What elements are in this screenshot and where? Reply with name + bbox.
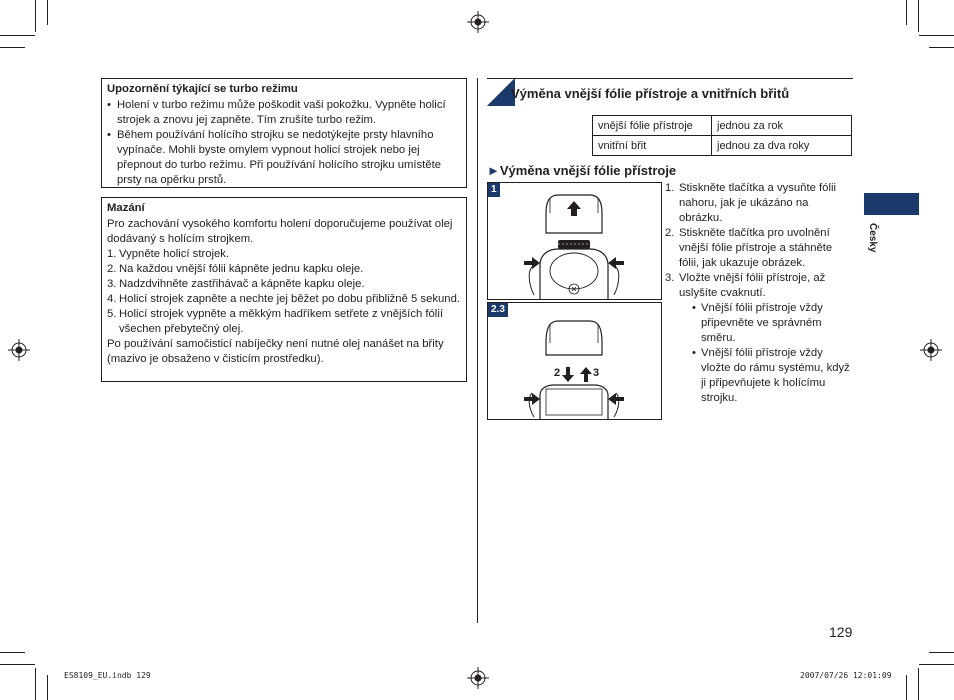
table-cell: vnější fólie přístroje xyxy=(593,116,712,136)
oil-outro: Po používání samočisticí nabíječky není nutné olej nanášet na břity (mazivo je obsaženo v čisticím prostředku). xyxy=(107,338,444,365)
registration-mark-icon xyxy=(8,339,30,361)
list-item xyxy=(107,292,461,307)
footer-timestamp: 2007/07/26 12:01:09 xyxy=(800,671,892,680)
list-item: • Vnější fólii přístroje vždy připevněte ve správném směru. xyxy=(679,301,853,346)
step-number: 3. xyxy=(665,272,675,284)
column-divider xyxy=(477,78,478,623)
step-number: 2. xyxy=(107,263,117,275)
step-number: 5. xyxy=(107,308,117,320)
section-title: Výměna vnější fólie přístroje a vnitřních břitů xyxy=(511,86,790,101)
page-number: 129 xyxy=(829,624,853,640)
step-callout: 3 xyxy=(593,367,600,379)
table-cell: jednou za dva roky xyxy=(712,136,852,156)
language-label-text: Česky xyxy=(867,223,878,253)
step-notes xyxy=(679,301,853,406)
figure-label: 2.3 xyxy=(488,303,508,317)
oil-title: Mazání xyxy=(107,202,145,214)
step-text: Holicí strojek zapněte a nechte jej běžet po dobu přibližně 5 sekund. xyxy=(119,293,461,305)
subsection-title-text: Výměna vnější fólie přístroje xyxy=(499,163,677,178)
subsection-title xyxy=(487,163,676,178)
turbo-warning-box xyxy=(101,78,467,188)
table-row xyxy=(593,116,852,136)
step-text: Na každou vnější fólii kápněte jednu kapku oleje. xyxy=(119,263,364,275)
step-text: Vložte vnější fólii přístroje, až uslyšíte cvaknutí. xyxy=(679,272,826,299)
step-number: 1. xyxy=(665,182,675,194)
oil-intro: Pro zachování vysokého komfortu holení doporučujeme používat olej dodávaný s holícím strojkem. xyxy=(107,218,453,245)
step-text: Holicí strojek vypněte a měkkým hadříkem setřete z vnějších fólií všechen přebytečný olej. xyxy=(119,308,443,335)
replacement-schedule-table xyxy=(592,115,852,156)
list-item: • Během používání holícího strojku se nedotýkejte prsty hlavního vypínače. Mohli byste omylem vypnout holicí strojek nebo jej přepnout do turbo režimu. Při používání holícího strojku umístěte prsty na opěrku prstů. xyxy=(107,128,461,188)
oil-steps xyxy=(107,247,461,337)
list-item xyxy=(665,181,853,226)
figure-label: 1 xyxy=(488,183,500,197)
step-number: 4. xyxy=(107,293,117,305)
step-number: 2. xyxy=(665,227,675,239)
table-row xyxy=(593,136,852,156)
oil-box xyxy=(101,197,467,382)
turbo-warning-list xyxy=(107,98,461,188)
step-text: Nadzdvihněte zastřihávač a kápněte kapku oleje. xyxy=(119,278,365,290)
step-text: Stiskněte tlačítka a vysuňte fólii nahoru, jak je ukázáno na obrázku. xyxy=(679,182,836,224)
list-item: • Holení v turbo režimu může poškodit vaši pokožku. Vypněte holicí strojek a znovu jej zapněte. Tím zrušíte turbo režim. xyxy=(107,98,461,128)
step-text: Stiskněte tlačítka pro uvolnění vnější fólie přístroje a stáhněte fólii, jak ukazuje obrázek. xyxy=(679,227,833,269)
turbo-warning-title: Upozornění týkající se turbo režimu xyxy=(107,83,298,95)
triangle-marker-icon: ► xyxy=(487,163,500,178)
registration-mark-icon xyxy=(467,667,489,689)
registration-mark-icon xyxy=(467,11,489,33)
registration-mark-icon xyxy=(920,339,942,361)
replacement-steps xyxy=(665,181,853,406)
step-number: 3. xyxy=(107,278,117,290)
list-item xyxy=(107,277,461,292)
table-cell: jednou za rok xyxy=(712,116,852,136)
language-tab xyxy=(864,193,919,215)
shaver-illustration xyxy=(488,303,661,419)
list-item xyxy=(107,262,461,277)
step-callout: 2 xyxy=(554,367,561,379)
list-item xyxy=(665,271,853,406)
list-item xyxy=(665,226,853,271)
step-text: Vypněte holicí strojek. xyxy=(119,248,230,260)
figure-1 xyxy=(487,182,662,300)
figure-2-3 xyxy=(487,302,662,420)
step-number: 1. xyxy=(107,248,117,260)
table-cell: vnitřní břit xyxy=(593,136,712,156)
footer-file: ES8109_EU.indb 129 xyxy=(64,671,151,680)
steps-list xyxy=(665,181,853,406)
shaver-illustration xyxy=(488,183,661,299)
list-item xyxy=(107,247,461,262)
list-item xyxy=(107,307,461,337)
language-tab-label xyxy=(864,223,878,263)
list-item: • Vnější fólii přístroje vždy vložte do rámu systému, když ji připevňujete k holícímu strojku. xyxy=(679,346,853,406)
